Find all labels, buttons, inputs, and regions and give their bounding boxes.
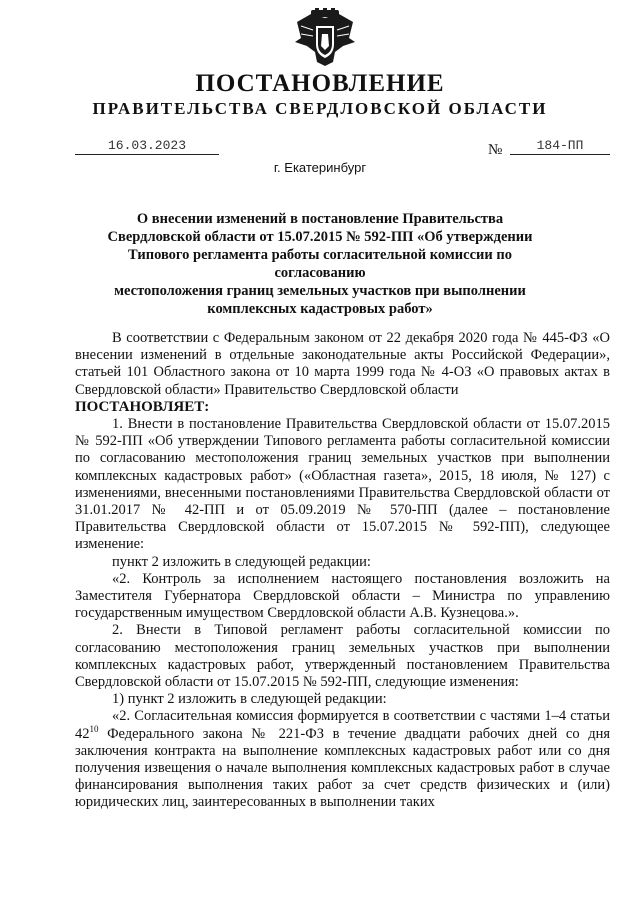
city: г. Екатеринбург: [273, 160, 367, 175]
document-date: 16.03.2023: [75, 138, 219, 155]
document-title: [90, 210, 550, 318]
paragraph-2: 2. Внести в Типовой регламент работы согласительной комиссии по согласованию местоположения границ земельных участков при выполнении комплексных кадастровых работ, утвержденный постановлением Правительства Свердловской области от 15.07.2015 № 592-ПП, следующие изменения:: [75, 622, 610, 691]
paragraph-2b-end: Федерального закона № 221-ФЗ в течение двадцати рабочих дней со дня заключения контракта на выполнение комплексных кадастровых работ или со дня получения извещения о начале выполнения комплексных кадастровых работ в случае финансирования выполнения таких работ за счет средств физических и (или) юридических лиц, заинтересованных в выполнении таких: [75, 725, 610, 811]
paragraph-2a: 1) пункт 2 изложить в следующей редакции:: [112, 691, 387, 708]
title-line: местоположения границ земельных участков при выполнении: [114, 283, 526, 299]
title-line: комплексных кадастровых работ»: [207, 301, 433, 317]
coat-of-arms-icon: [293, 8, 357, 68]
paragraph-1: 1. Внести в постановление Правительства Свердловской области от 15.07.2015 № 592-ПП «Об утверждении Типового регламента работы согласительной комиссии по согласованию местоположения границ земельных участков при выполнении комплексных кадастровых работ» («Областная газета», 2015, 18 июля, № 127) с изменениями, внесенными постановлениями Правительства Свердловской области от 31.01.2017 № 42-ПП и от 05.09.2019 № 570-ПП (далее – постановление Правительства Свердловской области от 15.07.2015 № 592-ПП), следующее изменение:: [75, 416, 610, 553]
paragraph-2b: [75, 708, 610, 811]
title-line: Свердловской области от 15.07.2015 № 592-ПП «Об утверждении: [107, 229, 533, 245]
paragraph-1b: «2. Контроль за исполнением настоящего постановления возложить на Заместителя Губернатора Свердловской области – Министра по управлению государственным имуществом Свердловской области А.В. Кузнецова.».: [75, 570, 610, 622]
decree-heading: ПОСТАНОВЛЯЕТ:: [75, 398, 210, 415]
paragraph-1a: пункт 2 изложить в следующей редакции:: [112, 553, 371, 570]
document-number: 184-ПП: [510, 138, 610, 155]
issuing-authority-heading: ПРАВИТЕЛЬСТВА СВЕРДЛОВСКОЙ ОБЛАСТИ: [92, 99, 548, 118]
number-label: №: [488, 142, 503, 158]
document-body: [75, 330, 610, 812]
title-line: Типового регламента работы согласительной комиссии по согласованию: [128, 247, 512, 281]
intro-paragraph: В соответствии с Федеральным законом от 22 декабря 2020 года № 445-ФЗ «О внесении изменений в отдельные законодательные акты Российской Федерации», статьей 101 Областного закона от 10 марта 1999 года № 4-ОЗ «О правовых актах в Свердловской области» Правительство Свердловской области: [75, 330, 610, 398]
article-superscript: 10: [89, 723, 99, 734]
title-line: О внесении изменений в постановление Правительства: [136, 211, 504, 227]
document-type-heading: ПОСТАНОВЛЕНИЕ: [195, 70, 445, 97]
paragraph-2b-start: «2. Согласительная комиссия формируется в соответствии с частями 1–4 статьи 42: [75, 708, 610, 742]
